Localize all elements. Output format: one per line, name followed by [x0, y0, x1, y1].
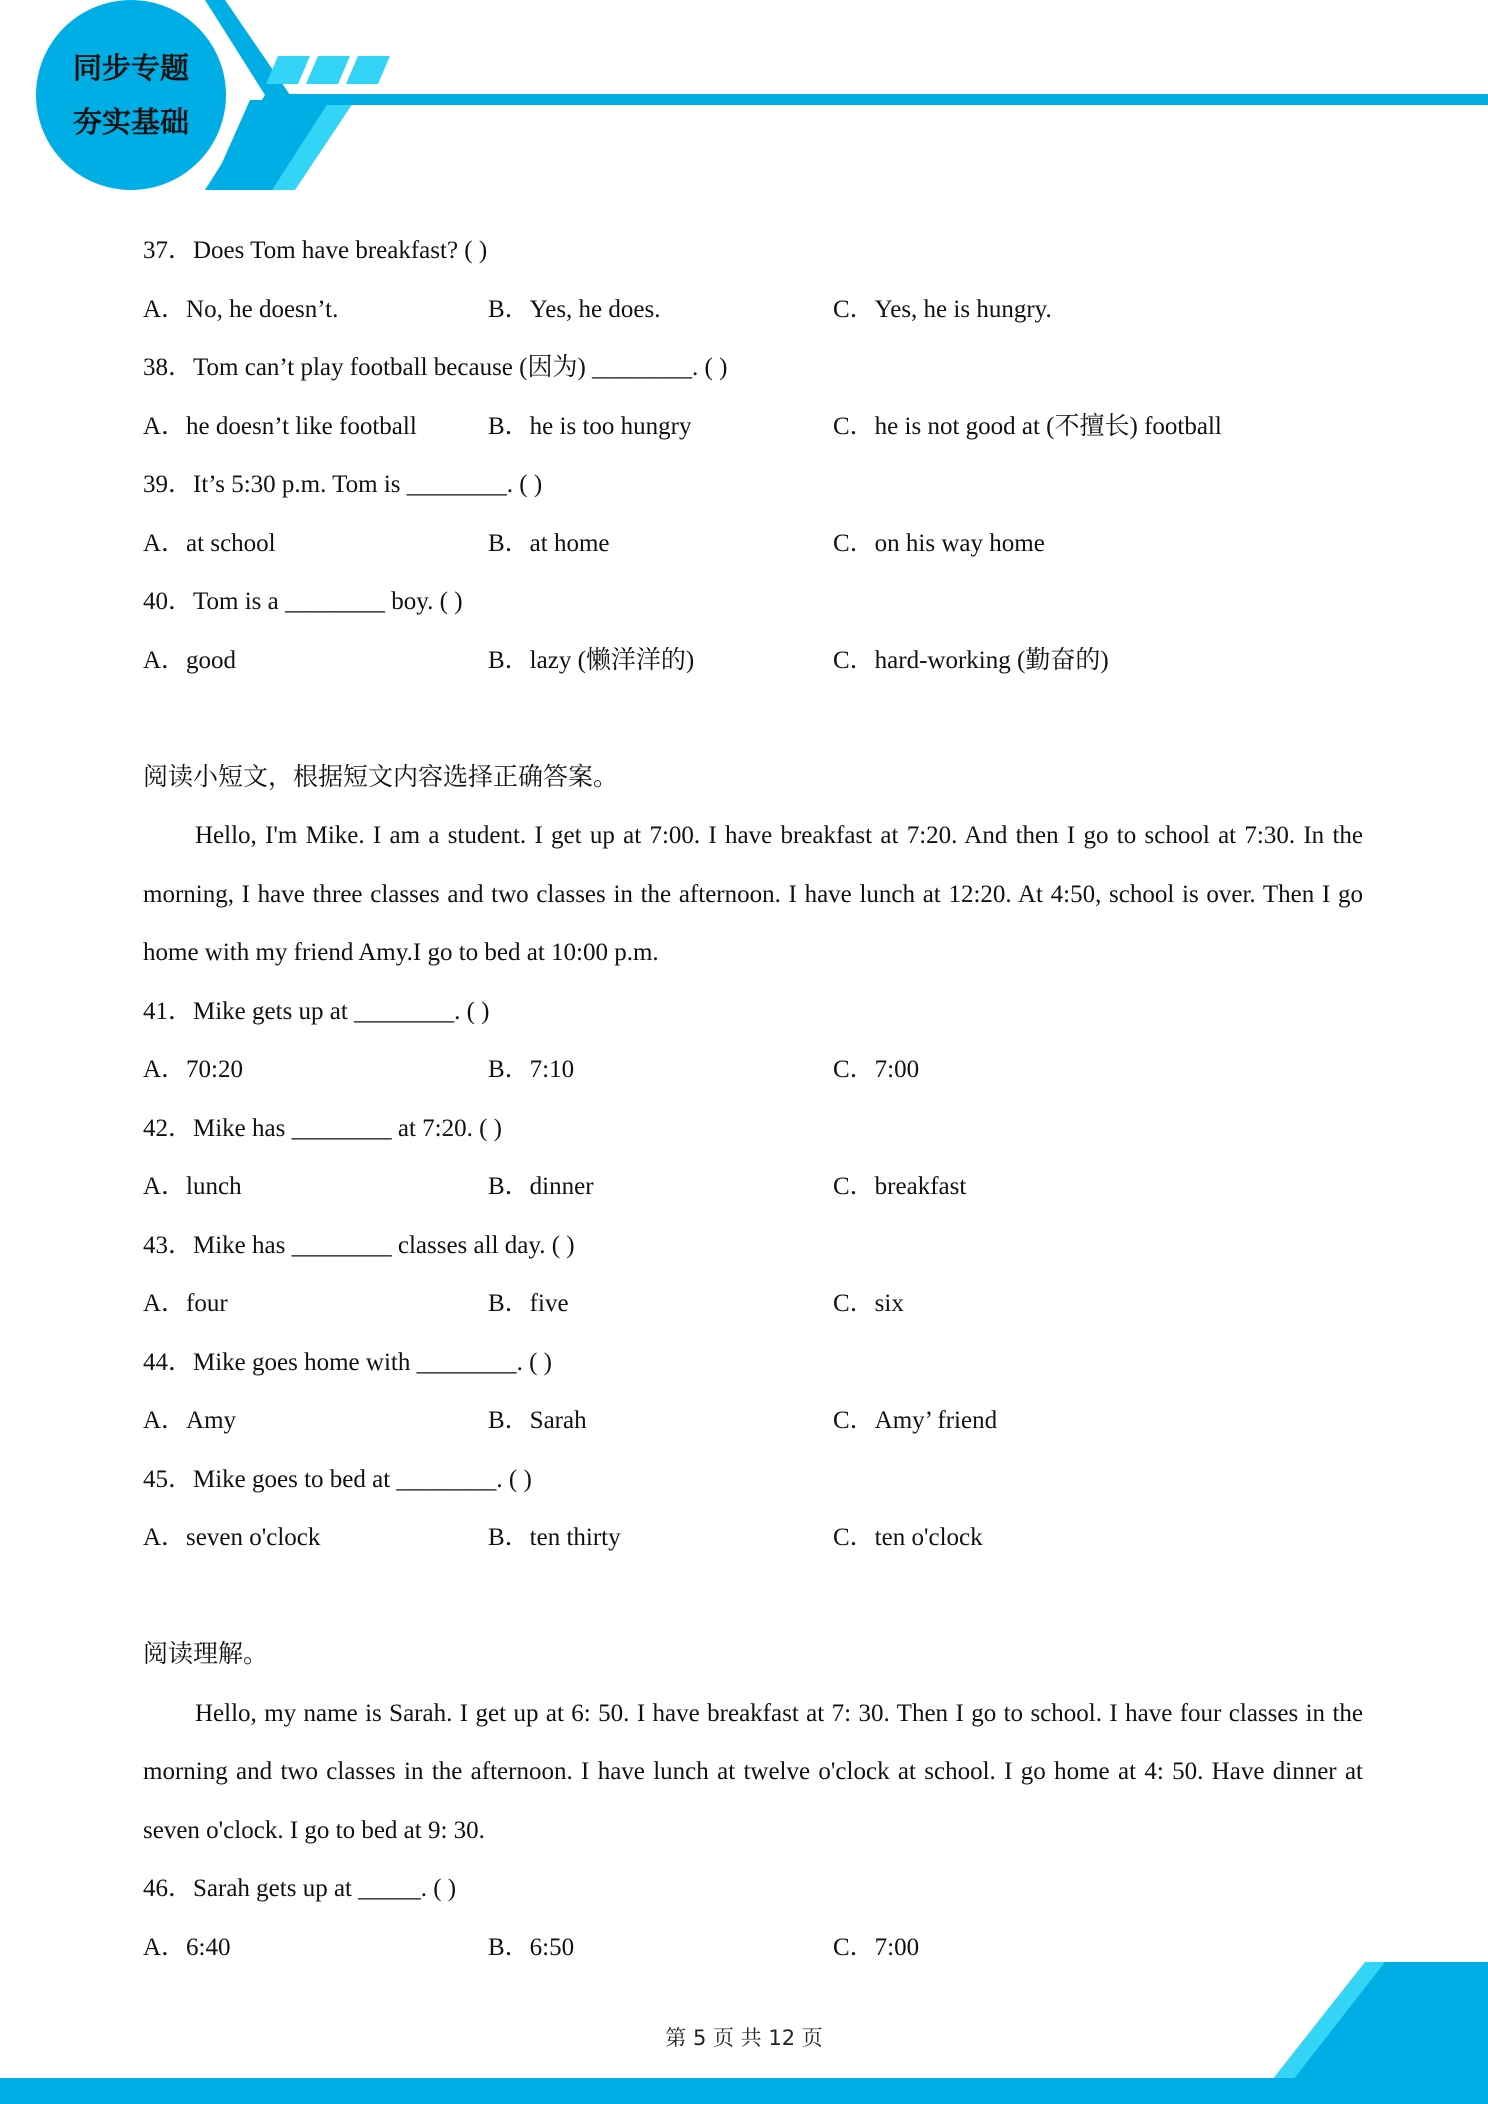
passage-text: Hello, my name is Sarah. I get up at 6: 50. I have breakfast at 7: 30. Then I go to school. I have four classes in the morning and two classes in the afternoon. I have lunch at twelve o'clock at school. I go home at 4: 50. Have dinner at seven o'clock. I go to bed at 9: 30.	[143, 1699, 1363, 1844]
option-b: B．6:50	[488, 1933, 575, 1961]
option-c: C．Yes, he is hungry.	[833, 295, 1052, 323]
question-stem: 44．Mike goes home with ________. ( )	[143, 1348, 552, 1376]
option-a: A．lunch	[143, 1173, 242, 1200]
section-instruction: 阅读小短文，根据短文内容选择正确答案。	[143, 763, 619, 791]
footer-corner-light	[1272, 1962, 1385, 2080]
badge-line-2: 夯实基础	[72, 105, 189, 139]
reading-passage	[143, 1685, 1363, 1861]
option-c: C．breakfast	[833, 1173, 967, 1200]
section-instruction: 阅读理解。	[143, 1641, 269, 1668]
question-40	[143, 573, 1363, 690]
question-46	[143, 1860, 1363, 1977]
header-dash-3	[346, 56, 390, 84]
page-header	[0, 0, 1488, 200]
question-38	[143, 339, 1363, 456]
worksheet-content	[143, 222, 1363, 1977]
option-a: A．6:40	[143, 1933, 231, 1961]
option-row	[143, 1158, 1363, 1217]
question-39	[143, 456, 1363, 573]
option-b: B．he is too hungry	[488, 412, 692, 440]
option-c: C．ten o'clock	[833, 1524, 983, 1551]
question-41	[143, 983, 1363, 1100]
question-stem: 39．It’s 5:30 p.m. Tom is ________. ( )	[143, 471, 543, 498]
option-a: A．four	[143, 1290, 228, 1317]
option-row	[143, 398, 1363, 457]
question-stem: 45．Mike goes to bed at ________. ( )	[143, 1465, 532, 1493]
footer-corner-dark	[1276, 1962, 1488, 2080]
option-row	[143, 632, 1363, 691]
option-c: C．7:00	[833, 1933, 920, 1961]
option-row	[143, 1392, 1363, 1451]
badge-line-1: 同步专题	[72, 51, 189, 85]
option-row	[143, 1509, 1363, 1568]
option-b: B．five	[488, 1290, 569, 1317]
question-37	[143, 222, 1363, 339]
option-b: B．Yes, he does.	[488, 295, 661, 323]
option-c: C．7:00	[833, 1056, 920, 1083]
question-stem: 38．Tom can’t play football because (因为) ________. ( )	[143, 354, 728, 381]
question-stem: 42．Mike has ________ at 7:20. ( )	[143, 1114, 502, 1142]
question-stem: 43．Mike has ________ classes all day. ( )	[143, 1231, 575, 1259]
option-b: B．dinner	[488, 1173, 594, 1200]
option-a: A．he doesn’t like football	[143, 412, 417, 440]
option-a: A．Amy	[143, 1407, 237, 1434]
reading-passage	[143, 807, 1363, 983]
option-c: C．on his way home	[833, 529, 1045, 557]
option-b: B．at home	[488, 529, 610, 557]
topic-badge	[36, 0, 226, 190]
header-rule	[285, 94, 1488, 105]
option-a: A．at school	[143, 529, 276, 557]
option-row	[143, 1919, 1363, 1978]
question-45	[143, 1451, 1363, 1568]
option-b: B．7:10	[488, 1056, 575, 1083]
option-row	[143, 515, 1363, 574]
option-b: B．Sarah	[488, 1407, 587, 1434]
question-stem: 40．Tom is a ________ boy. ( )	[143, 588, 463, 615]
page-number: 第 5 页 共 12 页	[665, 2026, 823, 2050]
passage-text: Hello, I'm Mike. I am a student. I get up at 7:00. I have breakfast at 7:20. And then I go to school at 7:30. In the morning, I have three classes and two classes in the afternoon. I have lunch at 12:20. At 4:50, school is over. Then I go home with my friend Amy.I go to bed at 10:00 p.m.	[143, 822, 1363, 966]
option-c: C．hard-working (勤奋的)	[833, 646, 1109, 674]
question-43	[143, 1217, 1363, 1334]
header-dash-1	[266, 56, 310, 84]
header-dash-2	[306, 56, 350, 84]
option-row	[143, 1041, 1363, 1100]
question-stem: 46．Sarah gets up at _____. ( )	[143, 1875, 457, 1902]
footer-rule	[0, 2078, 1488, 2104]
question-42	[143, 1100, 1363, 1217]
option-a: A．seven o'clock	[143, 1524, 321, 1551]
option-c: C．he is not good at (不擅长) football	[833, 412, 1222, 440]
option-b: B．ten thirty	[488, 1524, 621, 1551]
option-a: A．70:20	[143, 1056, 244, 1083]
question-stem: 41．Mike gets up at ________. ( )	[143, 997, 490, 1025]
option-a: A．No, he doesn’t.	[143, 295, 339, 323]
question-44	[143, 1334, 1363, 1451]
question-stem: 37．Does Tom have breakfast? ( )	[143, 237, 488, 264]
option-a: A．good	[143, 646, 237, 674]
option-row	[143, 1275, 1363, 1334]
section-spacer	[143, 690, 1363, 749]
section-spacer	[143, 1568, 1363, 1627]
option-row	[143, 281, 1363, 340]
option-c: C．six	[833, 1290, 904, 1317]
option-b: B．lazy (懒洋洋的)	[488, 646, 695, 674]
option-c: C．Amy’ friend	[833, 1407, 998, 1434]
